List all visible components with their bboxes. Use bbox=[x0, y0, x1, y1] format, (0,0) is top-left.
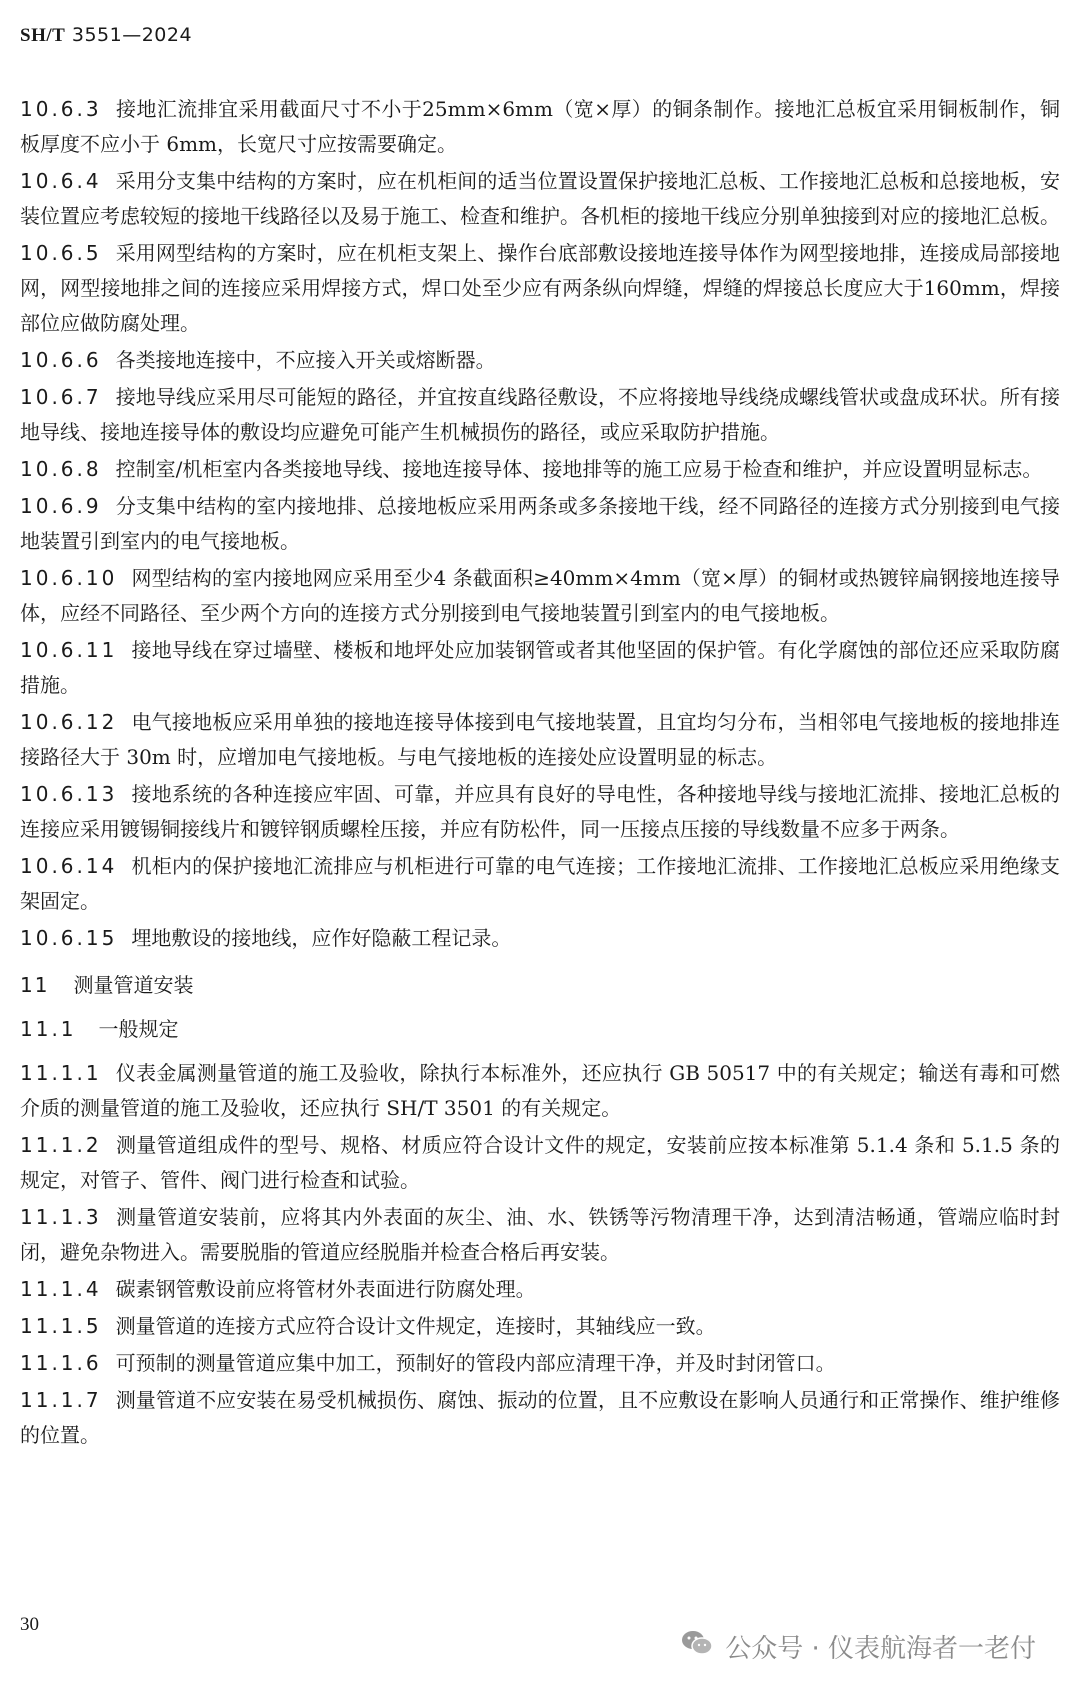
clause-number: 10.6.8 bbox=[20, 457, 102, 481]
page-number: 30 bbox=[20, 1614, 39, 1635]
clause-text: 埋地敷设的接地线，应作好隐蔽工程记录。 bbox=[131, 926, 512, 950]
clause-item bbox=[20, 1383, 1060, 1453]
clause-item bbox=[20, 380, 1060, 450]
section-number: 11 bbox=[20, 973, 50, 997]
document-header bbox=[20, 24, 192, 47]
wechat-icon bbox=[681, 1629, 713, 1664]
clause-number: 11.1.7 bbox=[20, 1388, 102, 1412]
clause-number: 11.1.4 bbox=[20, 1277, 102, 1301]
clause-number: 10.6.15 bbox=[20, 926, 118, 950]
clause-item bbox=[20, 164, 1060, 234]
standard-code: SH/T bbox=[20, 25, 66, 46]
clause-number: 10.6.12 bbox=[20, 710, 118, 734]
clause-number: 11.1.6 bbox=[20, 1351, 102, 1375]
clause-text: 网型结构的室内接地网应采用至少4 条截面积≥40mm×4mm（宽×厚）的铜材或热镀锌扁钢接地连接导体，应经不同路径、至少两个方向的连接方式分别接到电气接地装置引到室内的电气接地板。 bbox=[20, 566, 1060, 625]
clause-item bbox=[20, 561, 1060, 631]
clause-number: 10.6.10 bbox=[20, 566, 118, 590]
clause-item bbox=[20, 343, 1060, 378]
clause-number: 11.1.2 bbox=[20, 1133, 102, 1157]
document-body bbox=[20, 92, 1060, 1455]
clause-text: 仪表金属测量管道的施工及验收，除执行本标准外，还应执行 GB 50517 中的有关规定；输送有毒和可燃介质的测量管道的施工及验收，还应执行 SH/T 3501 的有关规定。 bbox=[20, 1061, 1060, 1120]
clause-text: 测量管道安装前，应将其内外表面的灰尘、油、水、铁锈等污物清理干净，达到清洁畅通，管端应临时封闭，避免杂物进入。需要脱脂的管道应经脱脂并检查合格后再安装。 bbox=[20, 1205, 1060, 1264]
subsection-title: 一般规定 bbox=[98, 1017, 179, 1041]
clause-item bbox=[20, 777, 1060, 847]
clause-number: 11.1.1 bbox=[20, 1061, 102, 1085]
clause-number: 11.1.5 bbox=[20, 1314, 102, 1338]
clause-text: 采用网型结构的方案时，应在机柜支架上、操作台底部敷设接地连接导体作为网型接地排，连接成局部接地网，网型接地排之间的连接应采用焊接方式，焊口处至少应有两条纵向焊缝，焊缝的焊接总长度应大于160mm，焊接部位应做防腐处理。 bbox=[20, 241, 1060, 335]
clause-text: 接地汇流排宜采用截面尺寸不小于25mm×6mm（宽×厚）的铜条制作。接地汇总板宜采用铜板制作，铜板厚度不应小于 6mm，长宽尺寸应按需要确定。 bbox=[20, 97, 1060, 156]
clause-text: 测量管道的连接方式应符合设计文件规定，连接时，其轴线应一致。 bbox=[115, 1314, 716, 1338]
clause-text: 电气接地板应采用单独的接地连接导体接到电气接地装置，且宜均匀分布，当相邻电气接地板的接地排连接路径大于 30m 时，应增加电气接地板。与电气接地板的连接处应设置明显的标志。 bbox=[20, 710, 1060, 769]
clause-text: 机柜内的保护接地汇流排应与机柜进行可靠的电气连接；工作接地汇流排、工作接地汇总板应采用绝缘支架固定。 bbox=[20, 854, 1060, 913]
clause-item bbox=[20, 452, 1060, 487]
section-title: 测量管道安装 bbox=[73, 973, 194, 997]
clause-number: 10.6.4 bbox=[20, 169, 102, 193]
clause-list-11-1 bbox=[20, 1056, 1060, 1453]
clause-text: 接地系统的各种连接应牢固、可靠，并应具有良好的导电性，各种接地导线与接地汇流排、接地汇总板的连接应采用镀锡铜接线片和镀锌钢质螺栓压接，并应有防松件，同一压接点压接的导线数量不应多于两条。 bbox=[20, 782, 1060, 841]
clause-number: 10.6.3 bbox=[20, 97, 102, 121]
clause-item bbox=[20, 236, 1060, 341]
clause-number: 10.6.5 bbox=[20, 241, 102, 265]
clause-item bbox=[20, 1200, 1060, 1270]
clause-number: 10.6.11 bbox=[20, 638, 118, 662]
subsection-heading bbox=[20, 1014, 1060, 1044]
clause-number: 10.6.7 bbox=[20, 385, 102, 409]
clause-list-10-6 bbox=[20, 92, 1060, 956]
clause-item bbox=[20, 1272, 1060, 1307]
clause-item bbox=[20, 1346, 1060, 1381]
clause-text: 碳素钢管敷设前应将管材外表面进行防腐处理。 bbox=[115, 1277, 536, 1301]
clause-number: 10.6.14 bbox=[20, 854, 118, 878]
clause-number: 10.6.9 bbox=[20, 494, 102, 518]
clause-text: 控制室/机柜室内各类接地导线、接地连接导体、接地排等的施工应易于检查和维护，并应设置明显标志。 bbox=[115, 457, 1043, 481]
clause-text: 各类接地连接中，不应接入开关或熔断器。 bbox=[115, 348, 496, 372]
clause-item bbox=[20, 92, 1060, 162]
clause-text: 接地导线在穿过墙壁、楼板和地坪处应加装钢管或者其他坚固的保护管。有化学腐蚀的部位还应采取防腐措施。 bbox=[20, 638, 1060, 697]
subsection-number: 11.1 bbox=[20, 1017, 77, 1041]
clause-item bbox=[20, 921, 1060, 956]
clause-number: 10.6.13 bbox=[20, 782, 118, 806]
watermark-text: 公众号 · 仪表航海者一老付 bbox=[725, 1634, 1036, 1664]
clause-text: 分支集中结构的室内接地排、总接地板应采用两条或多条接地干线，经不同路径的连接方式分别接到电气接地装置引到室内的电气接地板。 bbox=[20, 494, 1060, 553]
clause-text: 接地导线应采用尽可能短的路径，并宜按直线路径敷设，不应将接地导线绕成螺线管状或盘成环状。所有接地导线、接地连接导体的敷设均应避免可能产生机械损伤的路径，或应采取防护措施。 bbox=[20, 385, 1060, 444]
watermark bbox=[681, 1628, 1036, 1665]
clause-item bbox=[20, 1056, 1060, 1126]
standard-number: 3551—2024 bbox=[71, 24, 193, 46]
clause-item bbox=[20, 705, 1060, 775]
clause-item bbox=[20, 1309, 1060, 1344]
clause-number: 10.6.6 bbox=[20, 348, 102, 372]
clause-text: 测量管道不应安装在易受机械损伤、腐蚀、振动的位置，且不应敷设在影响人员通行和正常操作、维护维修的位置。 bbox=[20, 1388, 1060, 1447]
clause-item bbox=[20, 489, 1060, 559]
clause-text: 采用分支集中结构的方案时，应在机柜间的适当位置设置保护接地汇总板、工作接地汇总板和总接地板，安装位置应考虑较短的接地干线路径以及易于施工、检查和维护。各机柜的接地干线应分别单独接到对应的接地汇总板。 bbox=[20, 169, 1060, 228]
clause-item bbox=[20, 1128, 1060, 1198]
section-heading bbox=[20, 970, 1060, 1000]
clause-number: 11.1.3 bbox=[20, 1205, 102, 1229]
clause-text: 可预制的测量管道应集中加工，预制好的管段内部应清理干净，并及时封闭管口。 bbox=[115, 1351, 836, 1375]
clause-item bbox=[20, 849, 1060, 919]
clause-item bbox=[20, 633, 1060, 703]
clause-text: 测量管道组成件的型号、规格、材质应符合设计文件的规定，安装前应按本标准第 5.1.4 条和 5.1.5 条的规定，对管子、管件、阀门进行检查和试验。 bbox=[20, 1133, 1060, 1192]
